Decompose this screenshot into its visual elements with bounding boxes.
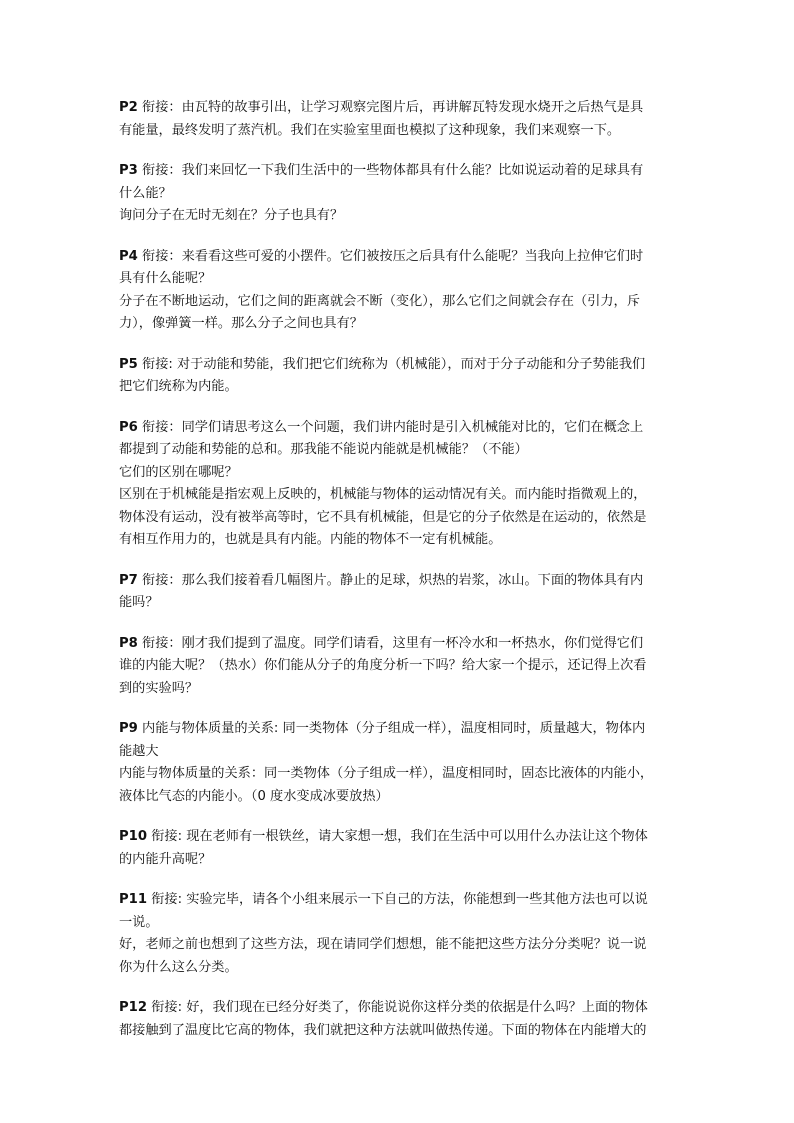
line-text: 能吗？ [119, 595, 159, 610]
line-text: 物体没有运动，没有被举高等时，它不具有机械能，但是它的分子依然是在运动的，依然是 [119, 509, 647, 525]
paragraph-line [119, 592, 679, 615]
line-text: 什么能？ [119, 185, 172, 201]
paragraph-line [119, 529, 679, 552]
line-text: 具有什么能呢？ [119, 271, 212, 286]
paragraph-line [119, 205, 679, 228]
paragraph-line [119, 354, 679, 377]
slide-label: P8 [119, 635, 138, 651]
slide-label: P3 [119, 163, 138, 178]
paragraph-line [119, 826, 679, 849]
paragraph-line [119, 633, 679, 656]
paragraph-line [119, 741, 679, 764]
slide-label: P2 [119, 100, 138, 115]
line-text: 衔接：由瓦特的故事引出，让学习观察完图片后，再讲解瓦特发现水烧开之后热气是具 [142, 100, 644, 115]
line-text: 有能量，最终发明了蒸汽机。我们在实验室里面也模拟了这种现象，我们来观察一下。 [119, 122, 621, 138]
line-text: 你为什么这么分类。 [119, 959, 238, 975]
paragraph-line [119, 763, 679, 786]
line-text: 分子在不断地运动，它们之间的距离就会不断（变化），那么它们之间就会存在（引力，斥 [119, 293, 640, 309]
paragraph-line [119, 1020, 679, 1043]
line-text: 都提到了动能和势能的总和。那我能不能说内能就是机械能？（不能） [119, 442, 528, 457]
paragraph-line [119, 678, 679, 701]
line-text: 衔接: 对于动能和势能，我们把它们统称为（机械能），而对于分子动能和分子势能我们 [142, 356, 646, 372]
line-text: 衔接: 好，我们现在已经分好类了，你能说说你这样分类的依据是什么吗？上面的物体 [151, 1000, 648, 1015]
paragraph-line [119, 570, 679, 593]
paragraph-line [119, 313, 679, 336]
slide-label: P12 [119, 1000, 148, 1015]
paragraph-line [119, 849, 679, 872]
slide-label: P4 [119, 248, 138, 264]
paragraph-p5 [119, 354, 679, 399]
paragraph-line [119, 655, 679, 678]
line-text: 它们的区别在哪呢？ [119, 464, 238, 480]
paragraph-p6 [119, 417, 679, 552]
document-body [119, 97, 679, 1060]
line-text: 都接触到了温度比它高的物体，我们就把这种方法就叫做热传递。下面的物体在内能增大的 [119, 1022, 647, 1038]
paragraph-line [119, 957, 679, 980]
paragraph-p8 [119, 633, 679, 701]
slide-label: P6 [119, 419, 138, 435]
slide-label: P5 [119, 356, 138, 372]
line-text: 力），像弹簧一样。那么分子之间也具有？ [119, 316, 363, 331]
paragraph-line [119, 934, 679, 957]
paragraph-line [119, 507, 679, 530]
line-text: 内能与物体质量的关系: 同一类物体（分子组成一样），温度相同时，质量越大，物体内 [142, 721, 646, 736]
paragraph-line [119, 183, 679, 206]
line-text: 能越大 [119, 743, 159, 759]
slide-label: P11 [119, 892, 148, 907]
paragraph-line [119, 291, 679, 314]
line-text: 到的实验吗？ [119, 680, 199, 696]
line-text: 衔接：那么我们接着看几幅图片。静止的足球，炽热的岩浆，冰山。下面的物体具有内 [142, 572, 644, 588]
paragraph-line [119, 997, 679, 1020]
line-text: 衔接: 实验完毕，请各个小组来展示一下自己的方法，你能想到一些其他方法也可以说 [151, 892, 648, 907]
slide-label: P7 [119, 572, 138, 588]
line-text: 衔接：我们来回忆一下我们生活中的一些物体都具有什么能？比如说运动着的足球具有 [142, 163, 644, 178]
paragraph-p10 [119, 826, 679, 871]
line-text: 谁的内能大呢？（热水）你们能从分子的角度分析一下吗？给大家一个提示，还记得上次看 [119, 658, 647, 673]
paragraph-line [119, 484, 679, 507]
paragraph-p9 [119, 718, 679, 808]
line-text: 有相互作用力的，也就是具有内能。内能的物体不一定有机械能。 [119, 532, 502, 547]
paragraph-line [119, 786, 679, 809]
paragraph-line [119, 376, 679, 399]
paragraph-line [119, 718, 679, 741]
paragraph-line [119, 97, 679, 120]
line-text: 区别在于机械能是指宏观上反映的，机械能与物体的运动情况有关。而内能时指微观上的， [119, 487, 647, 502]
paragraph-line [119, 246, 679, 269]
line-text: 衔接: 现在老师有一根铁丝，请大家想一想，我们在生活中可以用什么办法让这个物体 [151, 829, 648, 844]
paragraph-line [119, 889, 679, 912]
paragraph-line [119, 160, 679, 183]
paragraph-p12 [119, 997, 679, 1042]
slide-label: P9 [119, 721, 138, 736]
paragraph-p7 [119, 570, 679, 615]
line-text: 衔接：刚才我们提到了温度。同学们请看，这里有一杯冷水和一杯热水，你们觉得它们 [142, 635, 644, 651]
paragraph-line [119, 417, 679, 440]
line-text: 内能与物体质量的关系：同一类物体（分子组成一样），温度相同时，固态比液体的内能小， [119, 766, 654, 781]
paragraph-p4 [119, 246, 679, 336]
line-text: 的内能升高呢？ [119, 851, 212, 867]
paragraph-line [119, 462, 679, 485]
line-text: 把它们统称为内能。 [119, 379, 238, 394]
line-text: 询问分子在无时无刻在？分子也具有？ [119, 208, 344, 223]
paragraph-p11 [119, 889, 679, 979]
line-text: 衔接：来看看这些可爱的小摆件。它们被按压之后具有什么能呢？当我向上拉伸它们时 [142, 248, 644, 264]
paragraph-line [119, 268, 679, 291]
paragraph-line [119, 439, 679, 462]
paragraph-line [119, 912, 679, 935]
line-text: 衔接：同学们请思考这么一个问题，我们讲内能时是引入机械能对比的，它们在概念上 [142, 419, 644, 435]
line-text: 好，老师之前也想到了这些方法，现在请同学们想想，能不能把这些方法分分类呢？说一说 [119, 937, 647, 952]
line-text: 液体比气态的内能小。（0 度水变成冰要放热） [119, 788, 389, 804]
paragraph-p2 [119, 97, 679, 142]
slide-label: P10 [119, 829, 148, 844]
paragraph-p3 [119, 160, 679, 228]
paragraph-line [119, 120, 679, 143]
line-text: 一说。 [119, 914, 159, 930]
